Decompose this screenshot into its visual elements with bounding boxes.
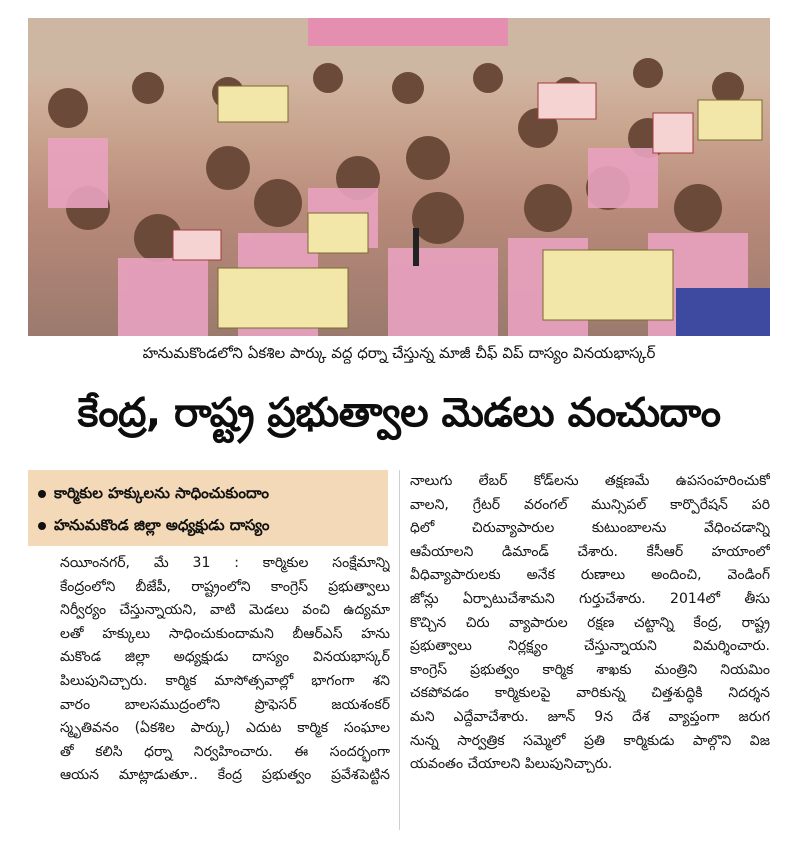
bullet-icon bbox=[38, 522, 46, 530]
article-line: నయీంనగర్, మే 31 : కార్మికుల సంక్షేమాన్ని bbox=[60, 555, 390, 571]
article-line: వారం బాలసముద్రంలోని ప్రొఫెసర్ జయశంకర్ bbox=[60, 696, 390, 713]
highlight-item bbox=[38, 478, 269, 508]
article-line: నిర్వీర్యం చేస్తున్నాయని, వాటి మెడలు వంచి ఉద్యమా bbox=[60, 602, 390, 619]
article-line: చకపోవడం కార్మికులపై వారికున్న చిత్తశుద్ధికి నిదర్శన bbox=[410, 685, 770, 702]
article-line: మకొండ జిల్లా అధ్యక్షుడు దాస్యం వినయభాస్కర్ bbox=[60, 649, 390, 666]
article-line: స్మృతివనం (ఏకశిల పార్కు) ఎదుట కార్మిక సంఘాల bbox=[60, 720, 390, 737]
article-line: ప్రభుత్వాలు నిర్లక్ష్యం చేస్తున్నాయని విమర్శించారు. bbox=[410, 638, 770, 655]
article-line: కొచ్చిన చిరు వ్యాపారుల రక్షణ చట్టాన్ని కేంద్ర, రాష్ట్ర bbox=[410, 614, 770, 631]
article-column-right bbox=[410, 470, 770, 777]
article-line: నాలుగు లేబర్ కోడ్‌లను తక్షణమే ఉపసంహరించుకో bbox=[410, 473, 770, 489]
column-divider bbox=[399, 470, 400, 830]
article-line: ఆయన మాట్లాడుతూ.. కేంద్ర ప్రభుత్వం ప్రవేశపెట్టిన bbox=[60, 767, 390, 784]
article-line: కేంద్రంలోని బీజేపీ, రాష్ట్రంలోని కాంగ్రెస్ ప్రభుత్వాలు bbox=[60, 578, 390, 595]
bullet-icon bbox=[38, 490, 46, 498]
article-column-left bbox=[60, 552, 390, 788]
article-line: నున్న సార్వత్రిక సమ్మెలో ప్రతి కార్మికుడు పాల్గొని విజ bbox=[410, 732, 770, 749]
article-line: జోన్లు ఏర్పాటుచేశామని గుర్తుచేశారు. 2014లో తీసు bbox=[410, 590, 770, 607]
article-line: లతో హక్కులు సాధించుకుందామని బీఆర్ఎస్ హను bbox=[60, 625, 390, 642]
article-line: యవంతం చేయాలని పిలుపునిచ్చారు. bbox=[410, 756, 613, 773]
highlight-item bbox=[38, 510, 269, 540]
highlight-text: కార్మికుల హక్కులను సాధించుకుందాం bbox=[54, 484, 270, 502]
headline: కేంద్ర, రాష్ట్ర ప్రభుత్వాల మెడలు వంచుదాం bbox=[77, 390, 721, 436]
article-line: ఆపేయాలని డిమాండ్ చేశారు. కేసీఆర్ హయాంలో bbox=[410, 543, 770, 560]
article-line: మని ఎద్దేవాచేశారు. జూన్ 9న దేశ వ్యాప్తంగా జరుగ bbox=[410, 708, 770, 725]
article-line: ధిలో చిరువ్యాపారుల కుటుంబాలను వేధించడాన్ని bbox=[410, 520, 770, 537]
article-line: తో కలిసి ధర్నా నిర్వహించారు. ఈ సందర్భంగా bbox=[60, 743, 390, 760]
highlight-text: హనుమకొండ జిల్లా అధ్యక్షుడు దాస్యం bbox=[54, 516, 270, 534]
article-line: వీధివ్యాపారులకు అనేక రుణాలు అందించి, వెండింగ్ bbox=[410, 567, 770, 584]
photo-caption: హనుమకొండలోని ఏకశిల పార్కు వద్ద ధర్నా చేస్తున్న మాజీ చీఫ్ విప్ దాస్యం వినయభాస్కర్ bbox=[142, 344, 656, 362]
protest-photo bbox=[28, 18, 770, 336]
protest-photo-image bbox=[28, 18, 770, 336]
article-line: పిలుపునిచ్చారు. కార్మిక మాసోత్సవాల్లో భాగంగా శని bbox=[60, 672, 390, 689]
article-line: కాంగ్రెస్ ప్రభుత్వం కార్మిక శాఖకు మంత్రిని నియమిం bbox=[410, 661, 770, 678]
article-line: వాలని, గ్రేటర్ వరంగల్ మున్సిపల్ కార్పొరేషన్ పరి bbox=[410, 496, 770, 513]
highlights-box bbox=[28, 470, 388, 546]
